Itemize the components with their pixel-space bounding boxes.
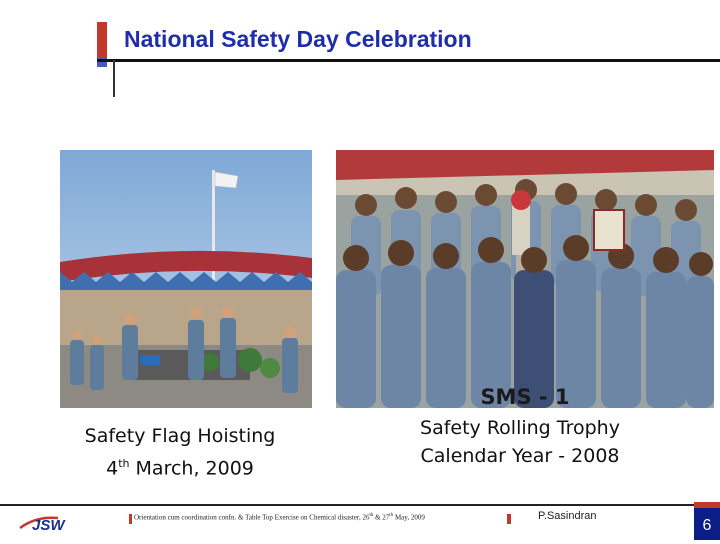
caption-month-year: March, 2009 [129,457,254,480]
caption-day-suffix: th [118,457,130,470]
caption-day: 4 [106,457,119,480]
footer-accent-right [507,514,511,524]
footer-divider [0,504,720,506]
footer-author: P.Sasindran [538,510,597,522]
title-divider [97,59,720,62]
caption-right-line1: Safety Rolling Trophy [420,417,620,439]
footer-text-part3: May, 2009 [393,513,425,522]
caption-right-line2: Calendar Year - 2008 [420,445,620,467]
caption-left-date [60,450,300,482]
footer-event-text [134,513,425,521]
flag-hoisting-illustration [60,150,312,408]
slide-title: National Safety Day Celebration [124,26,472,52]
flag-hoisting-caption [60,422,300,482]
footer-accent-left [129,514,132,524]
trophy-group-photo [336,150,714,408]
department-label: SMS - 1 [480,385,570,409]
caption-left-line1: Safety Flag Hoisting [84,425,276,447]
flag-hoisting-photo [60,150,312,408]
jsw-logo-icon [18,512,82,534]
trophy-caption [380,414,660,470]
svg-text:JSW: JSW [32,517,65,534]
footer-sup1: th [369,513,374,518]
jsw-logo [18,512,82,534]
footer-text-part2: & 27 [373,513,390,522]
page-number: 6 [694,508,720,540]
footer-sup2: th [389,513,394,518]
trophy-group-illustration [336,150,714,408]
footer-text-part1: Orientation cum coordination confn. & Table Top Exercise on Chemical disaster, 26 [134,513,370,522]
title-vertical-line [113,60,115,97]
